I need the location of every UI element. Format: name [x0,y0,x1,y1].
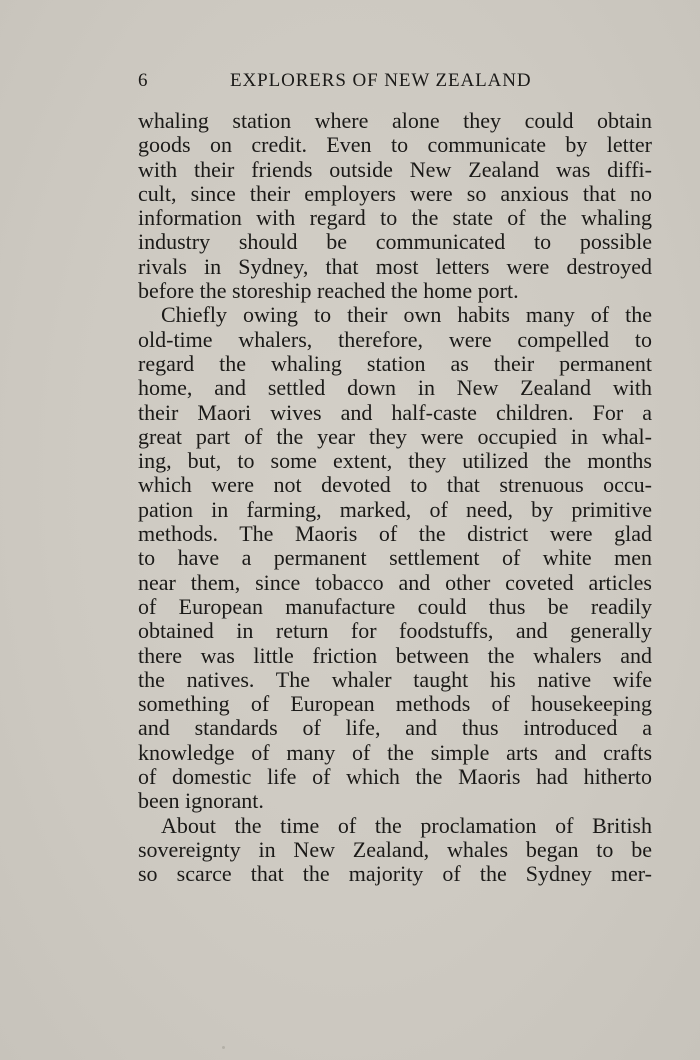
text-line: before the storeship reached the home port. [138,278,519,304]
text-line: rivals in Sydney, that most letters were destroyed [138,253,652,279]
paragraph-first-line: Chiefly owing to their own habits many of the [161,302,652,328]
text-line: old-time whalers, therefore, were compelled to [138,326,652,352]
text-line: pation in farming, marked, of need, by primitive [138,496,652,522]
text-line: of European manufacture could thus be readily [138,593,652,619]
text-line: of domestic life of which the Maoris had hitherto [138,764,652,790]
text-line: goods on credit. Even to communicate by letter [138,132,652,158]
text-line: methods. The Maoris of the district were glad [138,521,652,547]
page-number: 6 [138,70,149,91]
text-line: which were not devoted to that strenuous occu- [138,472,652,498]
text-line: there was little friction between the whalers and [138,642,652,668]
text-line: to have a permanent settlement of white men [138,545,652,571]
text-line: ing, but, to some extent, they utilized the months [138,448,652,474]
text-line: with their friends outside New Zealand was diffi- [138,156,652,182]
text-line: home, and settled down in New Zealand with [138,375,652,401]
page-header [138,70,652,96]
text-line: sovereignty in New Zealand, whales began to be [138,836,652,862]
paragraph-first-line: About the time of the proclamation of British [161,812,652,838]
text-line: whaling station where alone they could obtain [138,108,652,133]
text-line: great part of the year they were occupied in whal- [138,423,652,449]
text-line: been ignorant. [138,788,264,814]
text-line: their Maori wives and half-caste children. For a [138,399,652,425]
running-head: EXPLORERS OF NEW ZEALAND [230,70,532,91]
text-line: something of European methods of housekeeping [138,691,652,717]
body-text [138,109,652,887]
text-line: industry should be communicated to possible [138,229,652,255]
text-line: near them, since tobacco and other coveted articles [138,569,652,595]
text-line: information with regard to the state of the whaling [138,205,652,231]
text-line: and standards of life, and thus introduced a [138,715,652,741]
text-line: obtained in return for foodstuffs, and generally [138,618,652,644]
paper-speck [222,1046,225,1049]
text-line: the natives. The whaler taught his native wife [138,666,652,692]
text-line: regard the whaling station as their permanent [138,350,652,376]
text-line: knowledge of many of the simple arts and crafts [138,739,652,765]
text-line: so scarce that the majority of the Sydney mer- [138,861,652,887]
text-line: cult, since their employers were so anxious that no [138,180,652,206]
